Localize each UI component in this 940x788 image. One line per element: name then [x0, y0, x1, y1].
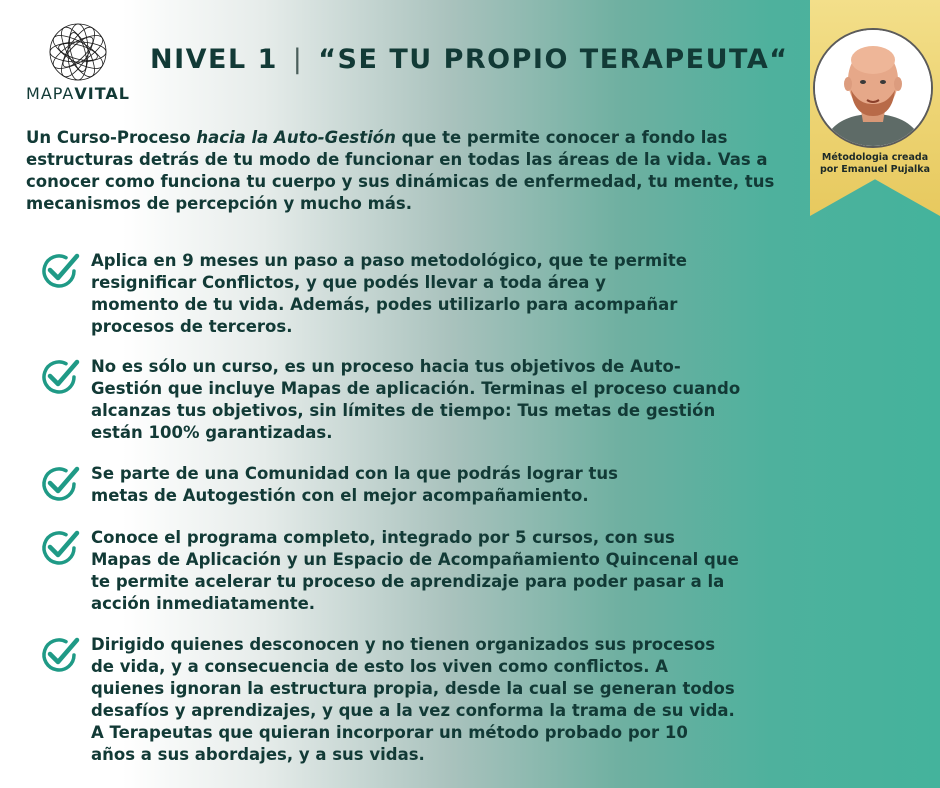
title-level: NIVEL 1 — [150, 44, 278, 75]
author-caption-line1: Métodologia creada — [821, 152, 929, 163]
list-item — [38, 356, 838, 444]
avatar — [813, 28, 933, 148]
list-item-text: Se parte de una Comunidad con la que podrás lograr tus metas de Autogestión con el mejor acompañamiento. — [91, 464, 618, 505]
title-quote: “SE TU PROPIO TERAPEUTA“ — [318, 44, 789, 75]
list-item — [38, 634, 838, 766]
author-portrait — [815, 30, 931, 146]
list-item-text: Dirigido quienes desconocen y no tienen organizados sus procesos de vida, y a consecuencia de esto los viven como conflictos. A quienes ignoran la estructura propia, desde la cual se generan todos desafíos y aprendizajes, y que a la vez conforma la trama de su vida. A Terapeutas que quieran incorporar un método probado por 10 años a sus abordajes, y a sus vidas. — [91, 635, 735, 764]
check-circle-icon — [38, 356, 80, 398]
list-item — [38, 527, 838, 615]
brand-name-part1: MAPA — [26, 84, 75, 103]
brand-name — [22, 84, 134, 103]
list-item-text: No es sólo un curso, es un proceso hacia tus objetivos de Auto- Gestión que incluye Mapas de aplicación. Terminas el proceso cuando alcanzas tus objetivos, sin límites de tiempo: Tus metas de gestión están 100% garantizadas. — [91, 357, 741, 442]
check-circle-icon — [38, 250, 80, 292]
check-circle-icon — [38, 463, 80, 505]
intro-part1: Un Curso-Proceso — [26, 128, 197, 147]
check-circle-icon — [38, 634, 80, 676]
title-separator: | — [292, 44, 304, 75]
list-item — [38, 250, 838, 338]
brand-name-part2: VITAL — [74, 84, 130, 103]
author-caption-line2: por Emanuel Pujalka — [819, 164, 931, 175]
page-title — [150, 44, 788, 75]
brand-logo — [22, 22, 134, 104]
intro-part3: que te permite conocer a fondo las estructuras detrás de tu modo de funcionar en todas las áreas de la vida. Vas a conocer como funciona tu cuerpo y sus dinámicas de enfermedad, tu mente, tus mecanismos de percepción y mucho más. — [26, 128, 775, 213]
intro-italic: hacia la Auto-Gestión — [196, 128, 396, 147]
spiral-sphere-icon — [48, 22, 108, 82]
author-caption — [810, 152, 940, 176]
intro-paragraph — [26, 127, 806, 215]
list-item-text: Aplica en 9 meses un paso a paso metodológico, que te permite resignificar Conflictos, y que podés llevar a toda área y momento de tu vida. Además, podes utilizarlo para acompañar procesos de terceros. — [91, 251, 687, 336]
list-item — [38, 463, 838, 507]
check-circle-icon — [38, 527, 80, 569]
list-item-text: Conoce el programa completo, integrado por 5 cursos, con sus Mapas de Aplicación y un Espacio de Acompañamiento Quincenal que te permite acelerar tu proceso de aprendizaje para poder pasar a la acción inmediatamente. — [91, 528, 739, 613]
